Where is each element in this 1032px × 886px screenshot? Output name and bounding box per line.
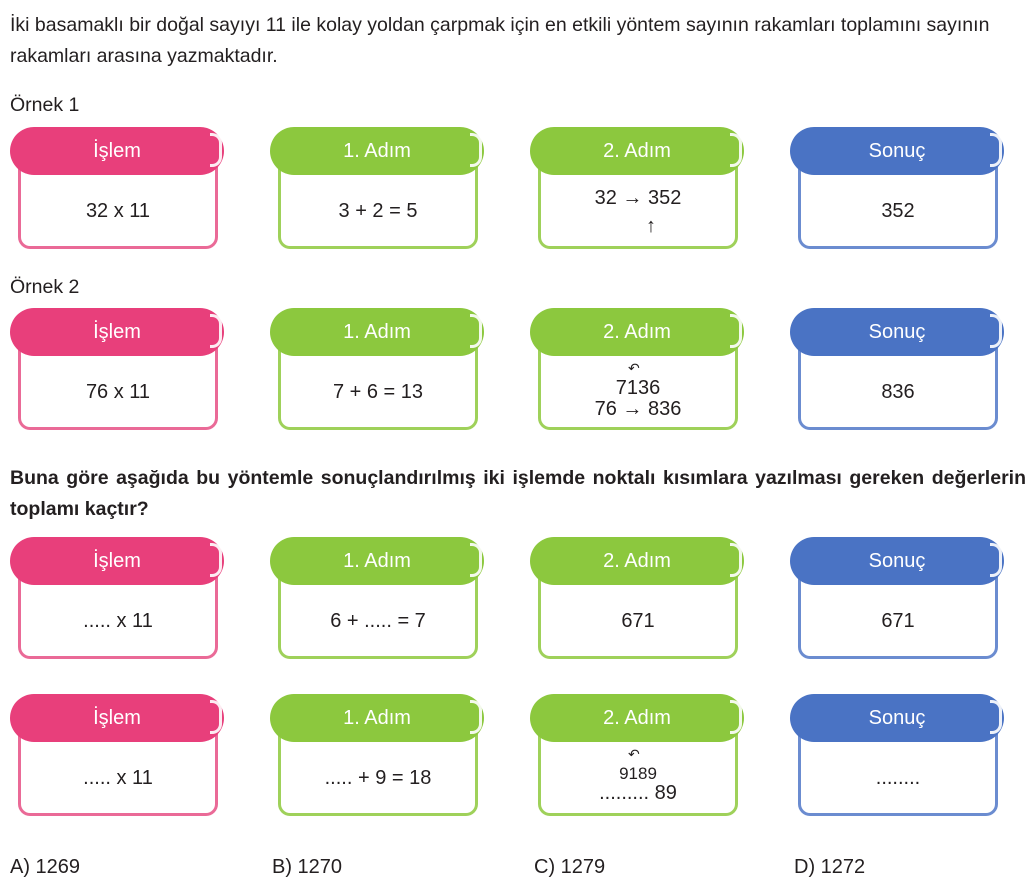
step2-stack [578,181,698,241]
hook-decoration [730,133,742,167]
step2-line: 32 → 352 [594,187,682,209]
hook-decoration [210,543,222,577]
card-value: 7 + 6 = 13 [332,380,424,403]
card-value: ..... x 11 [83,766,153,789]
problem1-adim2-card [530,537,744,663]
curved-arrow-icon: ↶ [628,746,640,762]
card-value: ..... x 11 [83,609,153,632]
hook-decoration [470,133,482,167]
problem2-sonuc-card [790,694,1004,820]
card-header: 2. Adım [530,694,744,742]
hook-decoration [990,543,1002,577]
example1-sonuc-card [790,127,1004,253]
example1-adim1-card [270,127,484,253]
hook-decoration [730,314,742,348]
example2-adim2-card [530,308,744,434]
card-header: 2. Adım [530,308,744,356]
step2-stack [578,748,698,808]
card-header: Sonuç [790,127,1004,175]
question-text: Buna göre aşağıda bu yöntemle sonuçlandırılmış iki işlemde noktalı kısımlara yazılması gereken değerlerin toplamı kaçtır? [10,467,1026,520]
hook-decoration [990,314,1002,348]
example2-islem-card [10,308,224,434]
card-value: ..... + 9 = 18 [324,766,432,789]
step2-stack [578,362,698,422]
card-header: Sonuç [790,694,1004,742]
card-value: 671 [621,609,655,632]
hook-decoration [730,543,742,577]
answer-a[interactable]: A) 1269 [10,856,81,878]
hook-decoration [730,700,742,734]
problem2-adim2-card [530,694,744,820]
curved-arrow-icon: ↶ [628,360,640,376]
problem1-adim1-card [270,537,484,663]
intro-text: İki basamaklı bir doğal sayıyı 11 ile kolay yoldan çarpmak için en etkili yöntem sayının rakamları toplamını sayının rakamları arasına yazmaktadır. [10,14,990,67]
card-header: Sonuç [790,537,1004,585]
hook-decoration [990,133,1002,167]
card-value: 3 + 2 = 5 [338,199,418,222]
step2-line: 76 → 836 [594,398,682,420]
card-value: 352 [881,199,915,222]
example1-adim2-card [530,127,744,253]
card-header: İşlem [10,694,224,742]
problem2-adim1-card [270,694,484,820]
card-header: 1. Adım [270,127,484,175]
card-header: 1. Adım [270,694,484,742]
up-arrow-icon: ↑ [646,215,656,237]
card-value: 76 x 11 [85,380,151,403]
answer-d[interactable]: D) 1272 [794,856,866,878]
hook-decoration [210,133,222,167]
example1-label: Örnek 1 [10,94,80,116]
hook-decoration [210,700,222,734]
problem2-islem-card [10,694,224,820]
example2-label: Örnek 2 [10,276,80,298]
example2-sonuc-card [790,308,1004,434]
card-value: 671 [881,609,915,632]
card-header: 1. Adım [270,537,484,585]
step2-top: 9189 [619,764,657,783]
card-header: 2. Adım [530,537,744,585]
card-header: İşlem [10,308,224,356]
hook-decoration [990,700,1002,734]
card-value: 32 x 11 [85,199,151,222]
hook-decoration [210,314,222,348]
answer-c[interactable]: C) 1279 [534,856,606,878]
step2-line: ......... 89 [599,782,677,804]
example2-adim1-card [270,308,484,434]
step2-top: 7136 [615,377,661,399]
card-value: 836 [881,380,915,403]
example1-islem-card [10,127,224,253]
card-header: 1. Adım [270,308,484,356]
answer-b[interactable]: B) 1270 [272,856,343,878]
card-header: İşlem [10,537,224,585]
problem1-sonuc-card [790,537,1004,663]
card-value: ........ [875,766,921,789]
card-value: 6 + ..... = 7 [330,609,426,632]
hook-decoration [470,543,482,577]
hook-decoration [470,314,482,348]
card-header: 2. Adım [530,127,744,175]
card-header: Sonuç [790,308,1004,356]
card-header: İşlem [10,127,224,175]
problem1-islem-card [10,537,224,663]
hook-decoration [470,700,482,734]
